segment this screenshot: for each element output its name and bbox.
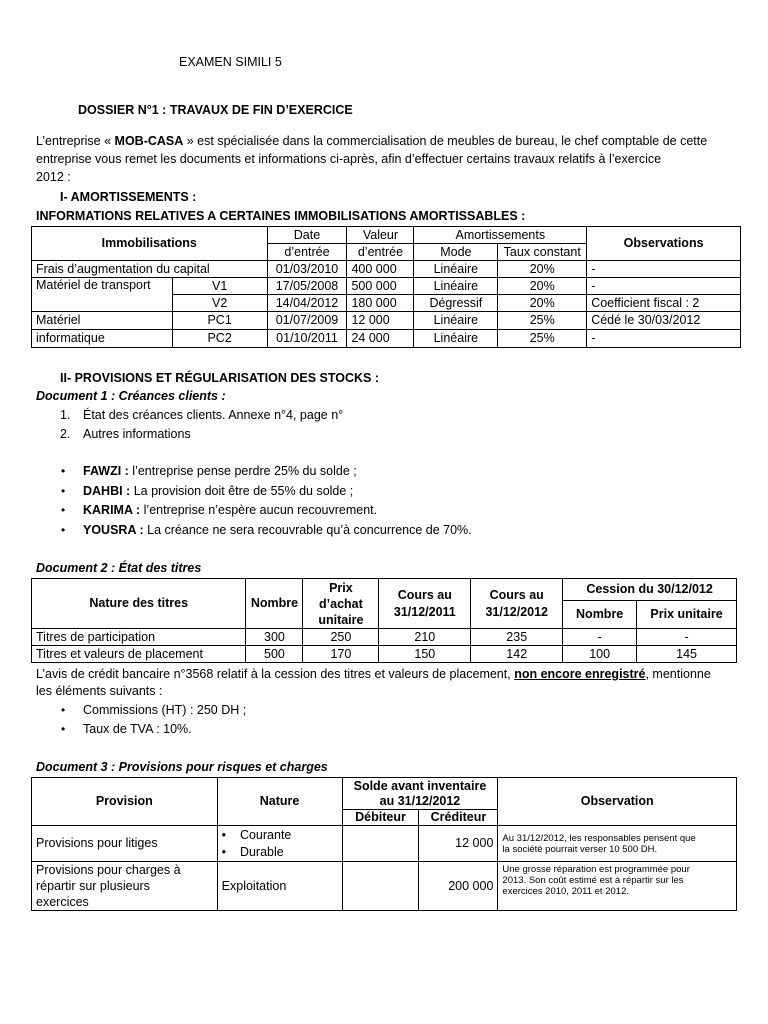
table-row [32,261,741,278]
cell-valeur: 24 000 [347,330,414,348]
header-cession: Cession du 30/12/012 [563,579,737,601]
provisions-table [31,777,737,911]
bullet-icon: • [221,827,227,842]
cell-obs: - [587,278,741,295]
obs-line: 2013. Son coût estimé est à répartir sur les [502,875,684,886]
brand-name: MOB-CASA [114,134,184,148]
cell-obs: Coefficient fiscal : 2 [587,295,741,312]
client-note: La provision doit être de 55% du solde ; [130,484,354,498]
nature-item [222,827,338,844]
header-date-1: Date [267,227,347,244]
header-solde-1: Solde avant inventaire [353,778,487,793]
cell-date: 14/04/2012 [267,295,347,312]
avis-emphasis: non encore enregistré [514,667,646,681]
cell-prix: 170 [303,646,379,663]
header-cours-2012-1: Cours au [489,587,544,602]
doc1-item-num: 1. [60,408,71,422]
cell-valeur: 12 000 [347,312,414,330]
client-note: l’entreprise pense perdre 25% du solde ; [128,464,357,478]
cell-crediteur: 12 000 [419,826,498,862]
cell-valeur: 400 000 [347,261,414,278]
header-prix-3: unitaire [318,612,364,627]
cell-nombre: 500 [246,646,303,663]
doc1-item-num: 2. [60,427,71,441]
intro-line-1-post: » est spécialisée dans la commercialisation de meubles de bureau, le chef comptable de cette [183,134,708,148]
cell-name: Frais d’augmentation du capital [32,261,268,278]
dossier-title: DOSSIER N°1 : TRAVAUX DE FIN D’EXERCICE [78,103,353,117]
cell-cession-nombre: 100 [563,646,637,663]
list-item [83,483,353,499]
header-crediteur: Créditeur [419,810,498,826]
cell-provision: Provisions pour litiges [32,826,218,862]
header-valeur-1: Valeur [347,227,414,244]
header-cession-nombre: Nombre [563,601,637,629]
bullet-icon: • [61,523,66,537]
table-row [32,862,737,911]
cell-code: V2 [172,295,267,312]
doc3-title: Document 3 : Provisions pour risques et charges [36,760,328,774]
header-solde-2: au 31/12/2012 [379,793,461,808]
list-item [83,522,472,538]
cell-taux: 20% [498,278,587,295]
bullet-icon: • [61,722,66,736]
cell-mode: Linéaire [414,330,498,348]
cell-cession-prix: - [637,629,737,646]
table-row [32,312,741,330]
avis-line-2: les éléments suivants : [36,684,163,698]
avis-post: , mentionne [645,667,711,681]
obs-line: Une grosse réparation est programmée pour [502,864,690,875]
list-item [83,463,357,479]
cell-code: PC2 [172,330,267,348]
header-prix [303,579,379,629]
cell-mode: Linéaire [414,278,498,295]
cell-taux: 25% [498,312,587,330]
header-valeur-2: d’entrée [347,244,414,261]
cell-cours-2011: 150 [379,646,471,663]
nature-item [222,844,338,861]
cell-nature: Titres et valeurs de placement [32,646,246,663]
cell-mode: Linéaire [414,261,498,278]
intro-line-3: 2012 : [36,170,71,184]
table-row [32,330,741,348]
cell-cours-2011: 210 [379,629,471,646]
bullet-icon: • [61,703,66,717]
client-note: La créance ne sera recouvrable qu’à concurrence de 70%. [143,523,472,537]
bullet-icon: • [221,844,227,859]
client-name: DAHBI : [83,484,131,498]
cell-nature: Exploitation [217,862,342,911]
table-row [32,646,737,663]
cell-taux: 20% [498,261,587,278]
list-item [83,502,377,518]
header-immobilisations: Immobilisations [32,227,268,261]
header-provision: Provision [32,778,218,826]
avis-pre: L’avis de crédit bancaire n°3568 relatif à la cession des titres et valeurs de placement, [36,667,515,681]
header-date-2: d’entrée [267,244,347,261]
bullet-icon: • [61,484,66,498]
header-prix-2: d’achat [319,596,363,611]
cell-taux: 20% [498,295,587,312]
header-solde [342,778,498,810]
cell-name: Matériel de transport [32,278,173,312]
obs-line: la société pourrait verser 10 500 DH. [502,843,658,855]
cell-valeur: 180 000 [347,295,414,312]
cell-nature: Titres de participation [32,629,246,646]
doc1-item-text: État des créances clients. Annexe n°4, page n° [83,408,344,422]
cell-obs: - [587,261,741,278]
nature-courante: Courante [239,827,292,842]
section-1-title: I- AMORTISSEMENTS : [60,190,197,204]
cell-obs: Cédé le 30/03/2012 [587,312,741,330]
header-observation: Observation [498,778,737,826]
cell-cession-nombre: - [563,629,637,646]
cell-obs: - [587,330,741,348]
cell-crediteur: 200 000 [419,862,498,911]
cell-debiteur [342,862,419,911]
cell-prix: 250 [303,629,379,646]
header-nature: Nature [217,778,342,826]
cell-provision [32,862,218,911]
immobilisations-table [31,226,741,348]
header-cession-prix: Prix unitaire [637,601,737,629]
header-amortissements: Amortissements [414,227,587,244]
cell-nombre: 300 [246,629,303,646]
client-note: l’entreprise n’espère aucun recouvrement. [140,503,378,517]
titres-table [31,578,737,663]
doc1-item-text: Autres informations [83,427,191,441]
list-item: Commissions (HT) : 250 DH ; [83,703,247,717]
header-observations: Observations [587,227,741,261]
cell-valeur: 500 000 [347,278,414,295]
header-cours-2011-2: 31/12/2011 [393,604,456,619]
intro-line-1 [36,133,707,149]
doc1-title: Document 1 : Créances clients : [36,389,226,403]
exam-title: EXAMEN SIMILI 5 [179,55,282,69]
obs-line: Au 31/12/2012, les responsables pensent que [502,832,696,844]
nature-durable: Durable [239,844,284,859]
avis-line-1 [36,666,711,682]
cell-cours-2012: 142 [471,646,563,663]
cell-date: 01/10/2011 [267,330,347,348]
doc2-title: Document 2 : État des titres [36,561,202,575]
cell-date: 01/03/2010 [267,261,347,278]
cell-date: 17/05/2008 [267,278,347,295]
intro-line-1-pre: L’entreprise « [36,134,115,148]
header-cours-2012-2: 31/12/2012 [485,604,548,619]
intro-line-2: entreprise vous remet les documents et informations ci-après, afin d’effectuer certains travaux relatifs à l’exercice [36,152,662,166]
list-item: Taux de TVA : 10%. [83,722,192,736]
provision-line: exercices [36,895,89,909]
cell-name: informatique [32,330,173,348]
header-mode: Mode [414,244,498,261]
table-row [32,629,737,646]
client-name: FAWZI : [83,464,129,478]
bullet-icon: • [61,503,66,517]
cell-mode: Dégressif [414,295,498,312]
cell-code: V1 [172,278,267,295]
cell-taux: 25% [498,330,587,348]
cell-nature [217,826,342,862]
header-cours-2012 [471,579,563,629]
section-1-subtitle: INFORMATIONS RELATIVES A CERTAINES IMMOBILISATIONS AMORTISSABLES : [36,209,526,223]
cell-name: Matériel [32,312,173,330]
cell-observation [498,826,737,862]
cell-code: PC1 [172,312,267,330]
cell-debiteur [342,826,419,862]
header-cours-2011-1: Cours au [397,587,452,602]
header-taux: Taux constant [498,244,587,261]
header-prix-1: Prix [329,580,353,595]
client-name: YOUSRA : [83,523,144,537]
obs-line: exercices 2010, 2011 et 2012. [502,886,629,897]
cell-mode: Linéaire [414,312,498,330]
header-cours-2011 [379,579,471,629]
table-row [32,826,737,862]
header-nature: Nature des titres [32,579,246,629]
bullet-icon: • [61,464,66,478]
header-nombre: Nombre [246,579,303,629]
cell-observation [498,862,737,911]
provision-line: répartir sur plusieurs [36,879,150,893]
cell-date: 01/07/2009 [267,312,347,330]
cell-cours-2012: 235 [471,629,563,646]
table-row [32,278,741,295]
section-2-title: II- PROVISIONS ET RÉGULARISATION DES STOCKS : [60,371,380,385]
header-debiteur: Débiteur [342,810,419,826]
provision-line: Provisions pour charges à [36,863,181,877]
cell-cession-prix: 145 [637,646,737,663]
client-name: KARIMA : [83,503,141,517]
